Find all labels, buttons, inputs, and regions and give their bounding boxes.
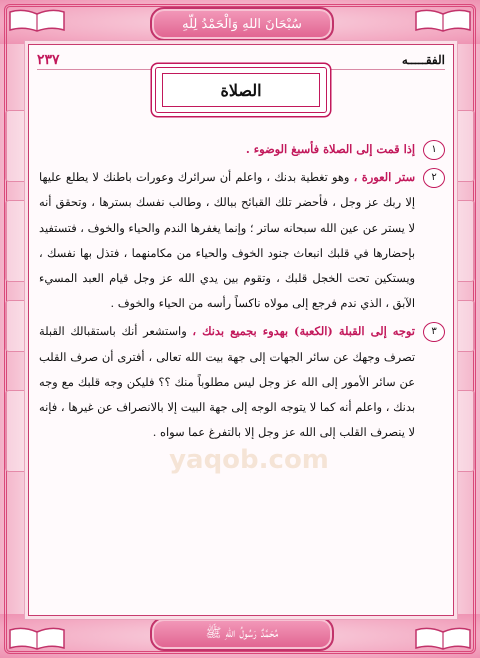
paragraph-number: ٣ (423, 322, 445, 342)
bottom-calligraphy-cartouche: مُحَمَّدٌ رَسُولُ اللهِ ﷺ (150, 617, 334, 651)
paragraph-heading: توجه إلى القبلة (الكعبة) بهدوء بجميع بدنك ، (192, 324, 415, 339)
right-calligraphy-panel (451, 390, 475, 472)
section-title-frame (155, 67, 327, 113)
right-calligraphy-panel (451, 110, 475, 182)
numbered-paragraph (39, 319, 441, 445)
paragraph-text: وهو تغطية بدنك ، واعلم أن سرائرك وعورات باطنك لا يطلع عليها إلا ربك عز وجل ، فأحضر تلك القبائح ببالك ، وطالب نفسك بسترها ، وتحقق أنه لا يستر عن عين الله سبحانه ساتر ؛ وإنما يغفرها الندم والحياء والخوف ، فتستفيد بإحضارها في قلبك انبعاث جنود الخوف والحياء من مكامنهما ، فتذل بها نفسك ، ويستكين تحت الخجل قلبك ، وتقوم بين يدي الله عز وجل قيام العبد المسيء الآبق ، الذي ندم فرجع إلى مولاه ناكساً رأسه من الحياء والخوف . (39, 170, 415, 311)
right-calligraphy-panel (451, 200, 475, 282)
open-book-icon (414, 626, 472, 650)
open-book-icon (8, 626, 66, 650)
open-book-icon (8, 8, 66, 32)
numbered-paragraph (39, 137, 441, 162)
left-calligraphy-panel (5, 200, 29, 282)
top-calligraphy-cartouche: سُبْحَانَ اللهِ وَالْحَمْدُ لِلّهِ (150, 7, 334, 41)
open-book-icon (414, 8, 472, 32)
page-number: ٢٣٧ (37, 52, 60, 68)
body-text (39, 137, 441, 448)
kaaba-panel (5, 300, 29, 352)
section-title: الصلاة (162, 73, 320, 107)
numbered-paragraph (39, 165, 441, 316)
paragraph-heading: إذا قمت إلى الصلاة فأسبغ الوضوء . (245, 142, 415, 156)
watermark: yaqob.com (169, 445, 329, 475)
paragraph-number: ٢ (423, 168, 445, 188)
left-calligraphy-panel (5, 110, 29, 182)
chapter-title: الفقـــــه (401, 53, 445, 67)
left-calligraphy-panel (5, 390, 29, 472)
paragraph-heading: ستر العورة ، (353, 170, 416, 185)
text-panel (28, 44, 454, 616)
kaaba-panel (451, 300, 475, 352)
paragraph-number: ١ (423, 140, 445, 160)
paragraph-text: واستشعر أنك باستقبالك القبلة تصرف وجهك عن سائر الجهات إلى جهة بيت الله تعالى ، أفترى أن صرف القلب عن سائر الأمور إلى الله عز وجل ليس مطلوباً منك ؟؟ فليكن وجه قلبك مع وجه بدنك ، واعلم أنه كما لا يتوجه الوجه إلى جهة البيت إلا بالانصراف عن غيرها ، فإنه لا ينصرف القلب إلى الله عز وجل إلا بالتفرغ عما سواه . (39, 324, 415, 440)
